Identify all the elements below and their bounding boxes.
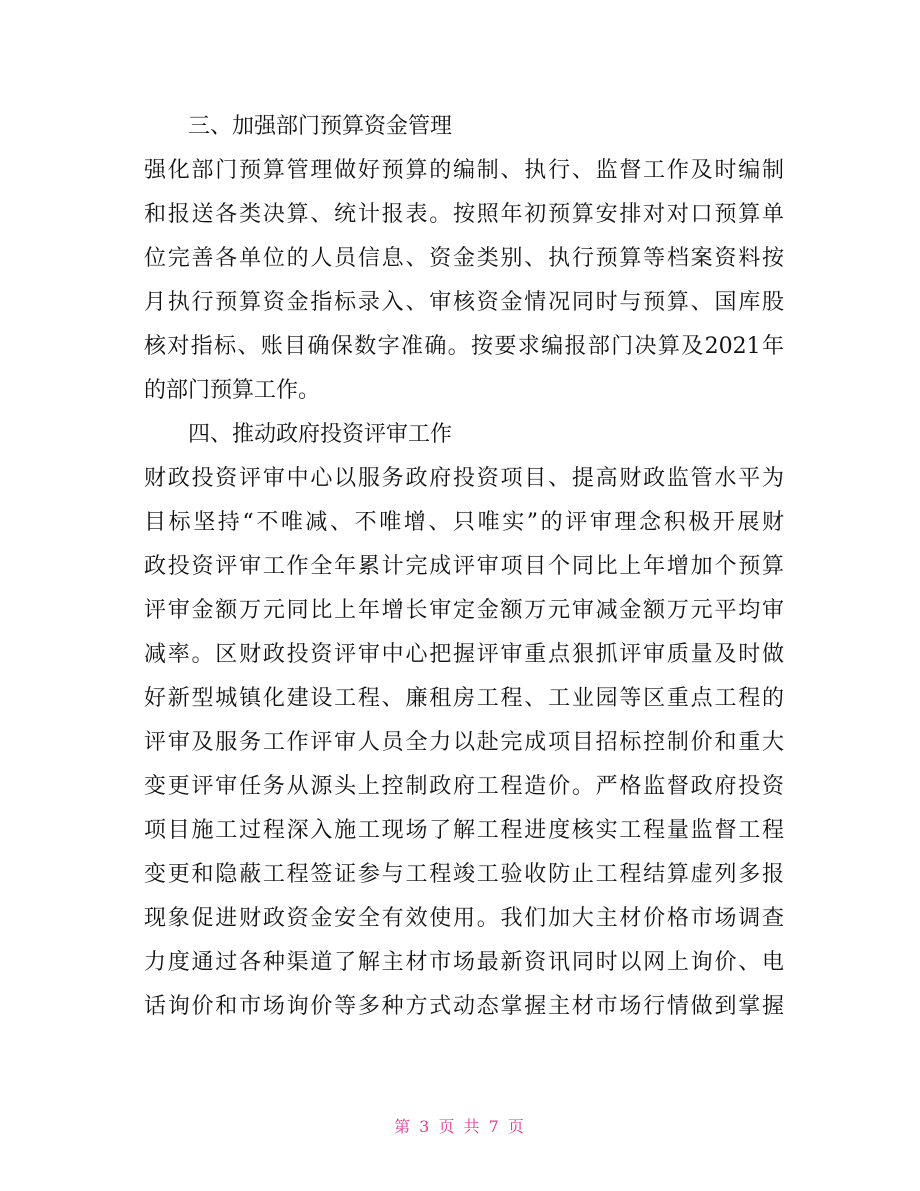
page-number-footer: 第 3 页 共 7 页 [394, 1117, 526, 1136]
paragraph-line: 变更评审任务从源头上控制政府工程造价。严格监督政府投资 [144, 774, 784, 799]
paragraph-line: 现象促进财政资金安全有效使用。我们加大主材价格市场调查 [144, 906, 784, 931]
section-heading: 四、推动政府投资评审工作 [188, 422, 453, 447]
section-heading: 三、加强部门预算资金管理 [188, 114, 453, 139]
paragraph-line: 的部门预算工作。 [144, 378, 321, 403]
paragraph-line: 和报送各类决算、统计报表。按照年初预算安排对对口预算单 [144, 202, 784, 227]
paragraph-line: 位完善各单位的人员信息、资金类别、执行预算等档案资料按 [144, 246, 784, 271]
paragraph-line: 财政投资评审中心以服务政府投资项目、提高财政监管水平为 [144, 466, 784, 491]
paragraph-line: 力度通过各种渠道了解主材市场最新资讯同时以网上询价、电 [144, 950, 784, 975]
paragraph-line: 变更和隐蔽工程签证参与工程竣工验收防止工程结算虚列多报 [144, 862, 784, 887]
paragraph-line: 项目施工过程深入施工现场了解工程进度核实工程量监督工程 [144, 818, 784, 843]
paragraph-line: 评审金额万元同比上年增长审定金额万元审减金额万元平均审 [144, 598, 784, 623]
paragraph-line: 减率。区财政投资评审中心把握评审重点狠抓评审质量及时做 [144, 642, 784, 667]
paragraph-line: 政投资评审工作全年累计完成评审项目个同比上年增加个预算 [144, 554, 784, 579]
paragraph-line: 好新型城镇化建设工程、廉租房工程、工业园等区重点工程的 [144, 686, 784, 711]
paragraph-line: 月执行预算资金指标录入、审核资金情况同时与预算、国库股 [144, 290, 784, 315]
paragraph-line: 目标坚持“不唯减、不唯增、只唯实”的评审理念积极开展财 [144, 510, 784, 535]
paragraph-line: 话询价和市场询价等多种方式动态掌握主材市场行情做到掌握 [144, 994, 784, 1019]
paragraph-line: 评审及服务工作评审人员全力以赴完成项目招标控制价和重大 [144, 730, 784, 755]
paragraph-line: 强化部门预算管理做好预算的编制、执行、监督工作及时编制 [144, 158, 784, 183]
paragraph-line: 核对指标、账目确保数字准确。按要求编报部门决算及2021年 [144, 334, 784, 359]
